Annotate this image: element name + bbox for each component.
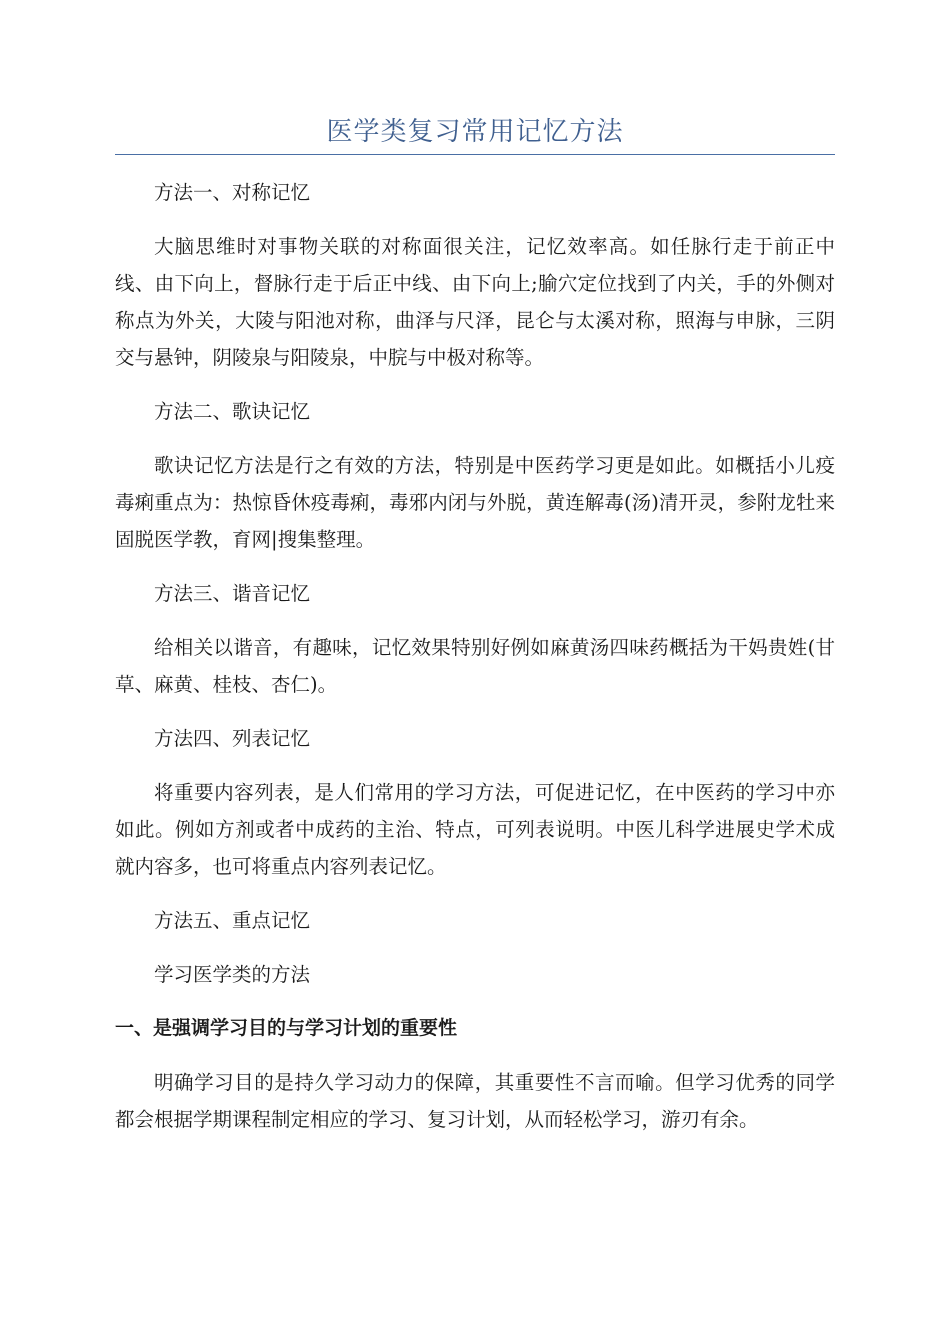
document-body [115,174,835,1155]
bold-heading-point-1: 一、是强调学习目的与学习计划的重要性 [115,1017,458,1039]
section-heading-method-2: 方法二、歌诀记忆 [154,400,311,423]
section-heading-method-3: 方法三、谐音记忆 [154,582,311,605]
section-heading-study-methods: 学习医学类的方法 [154,963,311,986]
section-heading-method-1: 方法一、对称记忆 [154,181,311,204]
paragraph-method-1: 大脑思维时对事物关联的对称面很关注，记忆效率高。如任脉行走于前正中线、由下向上，督脉行走于后正中线、由下向上;腧穴定位找到了内关，手的外侧对称点为外关，大陵与阳池对称，曲泽与尺泽，昆仑与太溪对称，照海与申脉，三阴交与悬钟，阴陵泉与阳陵泉，中脘与中极对称等。 [115,235,835,369]
paragraph-method-4: 将重要内容列表，是人们常用的学习方法，可促进记忆，在中医药的学习中亦如此。例如方剂或者中成药的主治、特点，可列表说明。中医儿科学进展史学术成就内容多，也可将重点内容列表记忆。 [115,781,835,878]
section-heading-method-5: 方法五、重点记忆 [154,909,311,932]
paragraph-point-1: 明确学习目的是持久学习动力的保障，其重要性不言而喻。但学习优秀的同学都会根据学期课程制定相应的学习、复习计划，从而轻松学习，游刃有余。 [115,1071,835,1131]
title-underline [115,154,835,155]
section-heading-method-4: 方法四、列表记忆 [154,727,311,750]
paragraph-method-3: 给相关以谐音，有趣味，记忆效果特别好例如麻黄汤四味药概括为干妈贵姓(甘草、麻黄、桂枝、杏仁)。 [115,636,835,696]
document-title: 医学类复习常用记忆方法 [326,117,624,147]
paragraph-method-2: 歌诀记忆方法是行之有效的方法，特别是中医药学习更是如此。如概括小儿疫毒痢重点为：热惊昏休疫毒痢，毒邪内闭与外脱，黄连解毒(汤)清开灵，参附龙牡来固脱医学教，育网|搜集整理。 [115,454,835,551]
